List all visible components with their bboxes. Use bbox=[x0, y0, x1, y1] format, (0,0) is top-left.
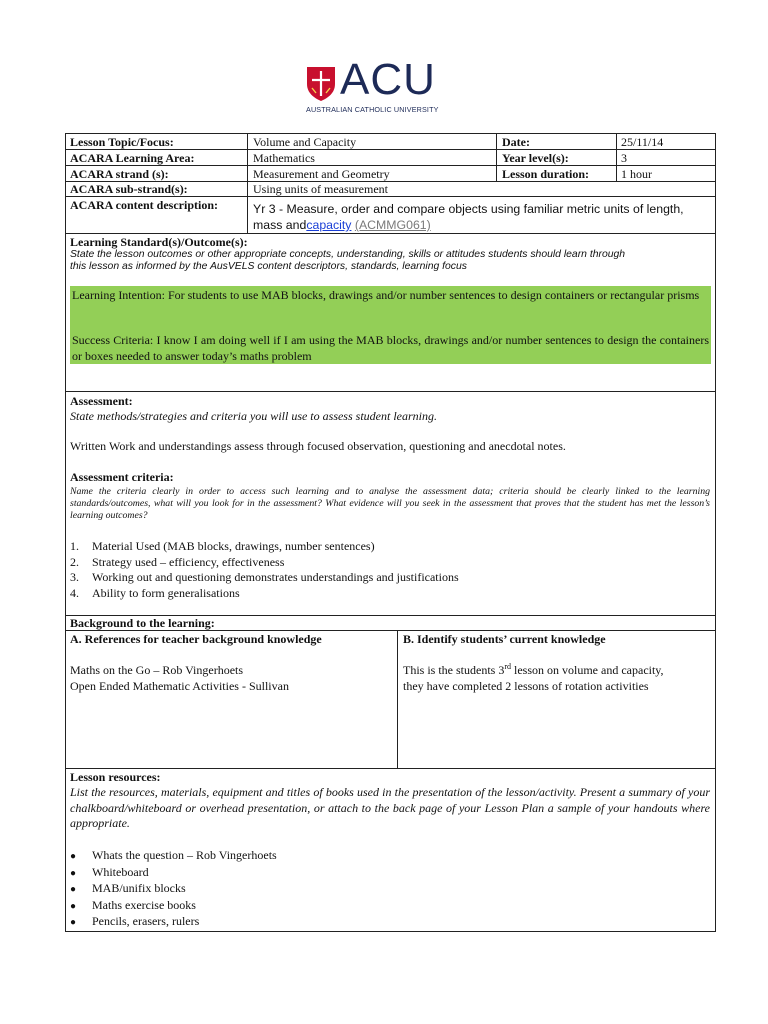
assessment-heading: Assessment: bbox=[70, 394, 133, 408]
list-item: ● Whats the question – Rob Vingerhoets bbox=[70, 848, 277, 862]
acu-shield-icon bbox=[306, 66, 336, 102]
year-level-label: Year level(s): bbox=[502, 151, 569, 165]
learning-standard-heading: Learning Standard(s)/Outcome(s): bbox=[70, 235, 248, 249]
background-heading: Background to the learning: bbox=[70, 616, 215, 630]
current-knowledge-line2: they have completed 2 lessons of rotation activities bbox=[403, 679, 649, 693]
topic-value: Volume and Capacity bbox=[253, 135, 357, 149]
assessment-note: State methods/strategies and criteria you will use to assess student learning. bbox=[70, 409, 437, 423]
lesson-plan-table bbox=[65, 133, 716, 932]
duration-label: Lesson duration: bbox=[502, 167, 590, 181]
reference-item: Open Ended Mathematic Activities - Sullivan bbox=[70, 679, 289, 693]
duration-value: 1 hour bbox=[621, 167, 652, 181]
strand-label: ACARA strand (s): bbox=[70, 167, 169, 181]
list-item: 4. Ability to form generalisations bbox=[70, 585, 240, 600]
substrand-value: Using units of measurement bbox=[253, 182, 388, 196]
strand-value: Measurement and Geometry bbox=[253, 167, 390, 181]
date-value: 25/11/14 bbox=[621, 135, 664, 149]
assessment-criteria-heading: Assessment criteria: bbox=[70, 470, 174, 484]
learning-area-value: Mathematics bbox=[253, 151, 315, 165]
current-knowledge-line1: This is the students 3rd lesson on volume and capacity, bbox=[403, 662, 664, 677]
assessment-criteria-list bbox=[70, 539, 459, 601]
logo-university-name: AUSTRALIAN CATHOLIC UNIVERSITY bbox=[306, 105, 439, 114]
list-item: 2. Strategy used – efficiency, effectiveness bbox=[70, 554, 285, 569]
content-description-prefix: mass and bbox=[253, 218, 307, 232]
current-knowledge-heading: B. Identify students’ current knowledge bbox=[403, 632, 606, 646]
logo-acronym: ACU bbox=[340, 55, 436, 104]
resources-note: List the resources, materials, equipment and titles of books used in the presentation of the lesson/activity. Present a summary of your chalkboard/whiteboard or overhead presentation, or attach to the back page of your Lesson Plan a sample of your handouts where appropriate. bbox=[70, 785, 710, 830]
resources-list bbox=[70, 848, 277, 931]
resources-heading: Lesson resources: bbox=[70, 770, 161, 784]
acu-logo bbox=[306, 55, 456, 118]
topic-label: Lesson Topic/Focus: bbox=[70, 135, 174, 149]
content-description-line1: Yr 3 - Measure, order and compare objects using familiar metric units of length, bbox=[253, 202, 684, 216]
list-item: 3. Working out and questioning demonstrates understandings and justifications bbox=[70, 570, 459, 584]
date-label: Date: bbox=[502, 135, 530, 149]
year-level-value: 3 bbox=[621, 151, 627, 165]
learning-highlight-box bbox=[70, 286, 711, 364]
content-description-line2 bbox=[253, 218, 431, 232]
assessment-written-work: Written Work and understandings assess through focused observation, questioning and anecdotal notes. bbox=[70, 439, 566, 453]
list-item: 1. Material Used (MAB blocks, drawings, number sentences) bbox=[70, 539, 375, 553]
references-heading: A. References for teacher background knowledge bbox=[70, 632, 322, 646]
reference-item: Maths on the Go – Rob Vingerhoets bbox=[70, 663, 244, 677]
learning-area-label: ACARA Learning Area: bbox=[70, 151, 195, 165]
acara-code-link[interactable]: (ACMMG061) bbox=[354, 218, 431, 232]
learning-note-line2: this lesson as informed by the AusVELS content descriptors, standards, learning focus bbox=[70, 261, 467, 272]
list-item: ● MAB/unifix blocks bbox=[70, 881, 186, 895]
success-criteria: Success Criteria: I know I am doing well if I am using the MAB blocks, drawings and/or number sentences to design the containers or boxes needed to answer today’s maths problem bbox=[72, 333, 709, 363]
learning-note-line1: State the lesson outcomes or other appropriate concepts, understanding, skills or attitudes students should learn through bbox=[70, 249, 626, 260]
content-description-label: ACARA content description: bbox=[70, 198, 218, 212]
substrand-label: ACARA sub-strand(s): bbox=[70, 182, 188, 196]
capacity-link[interactable]: capacity bbox=[306, 218, 352, 232]
list-item: ● Whiteboard bbox=[70, 864, 149, 879]
list-item: ● Pencils, erasers, rulers bbox=[70, 914, 200, 928]
assessment-criteria-note: Name the criteria clearly in order to access such learning and to analyse the assessment data; criteria should be clearly linked to the learning standards/outcomes, what will you look for in the assessment? What evidence will you seek in the assessment that proves that the student has met the lesson’s learning outcomes? bbox=[70, 486, 710, 521]
learning-intention: Learning Intention: For students to use MAB blocks, drawings and/or number sentences to design containers or rectangular prisms bbox=[72, 288, 700, 302]
list-item: ● Maths exercise books bbox=[70, 897, 196, 912]
